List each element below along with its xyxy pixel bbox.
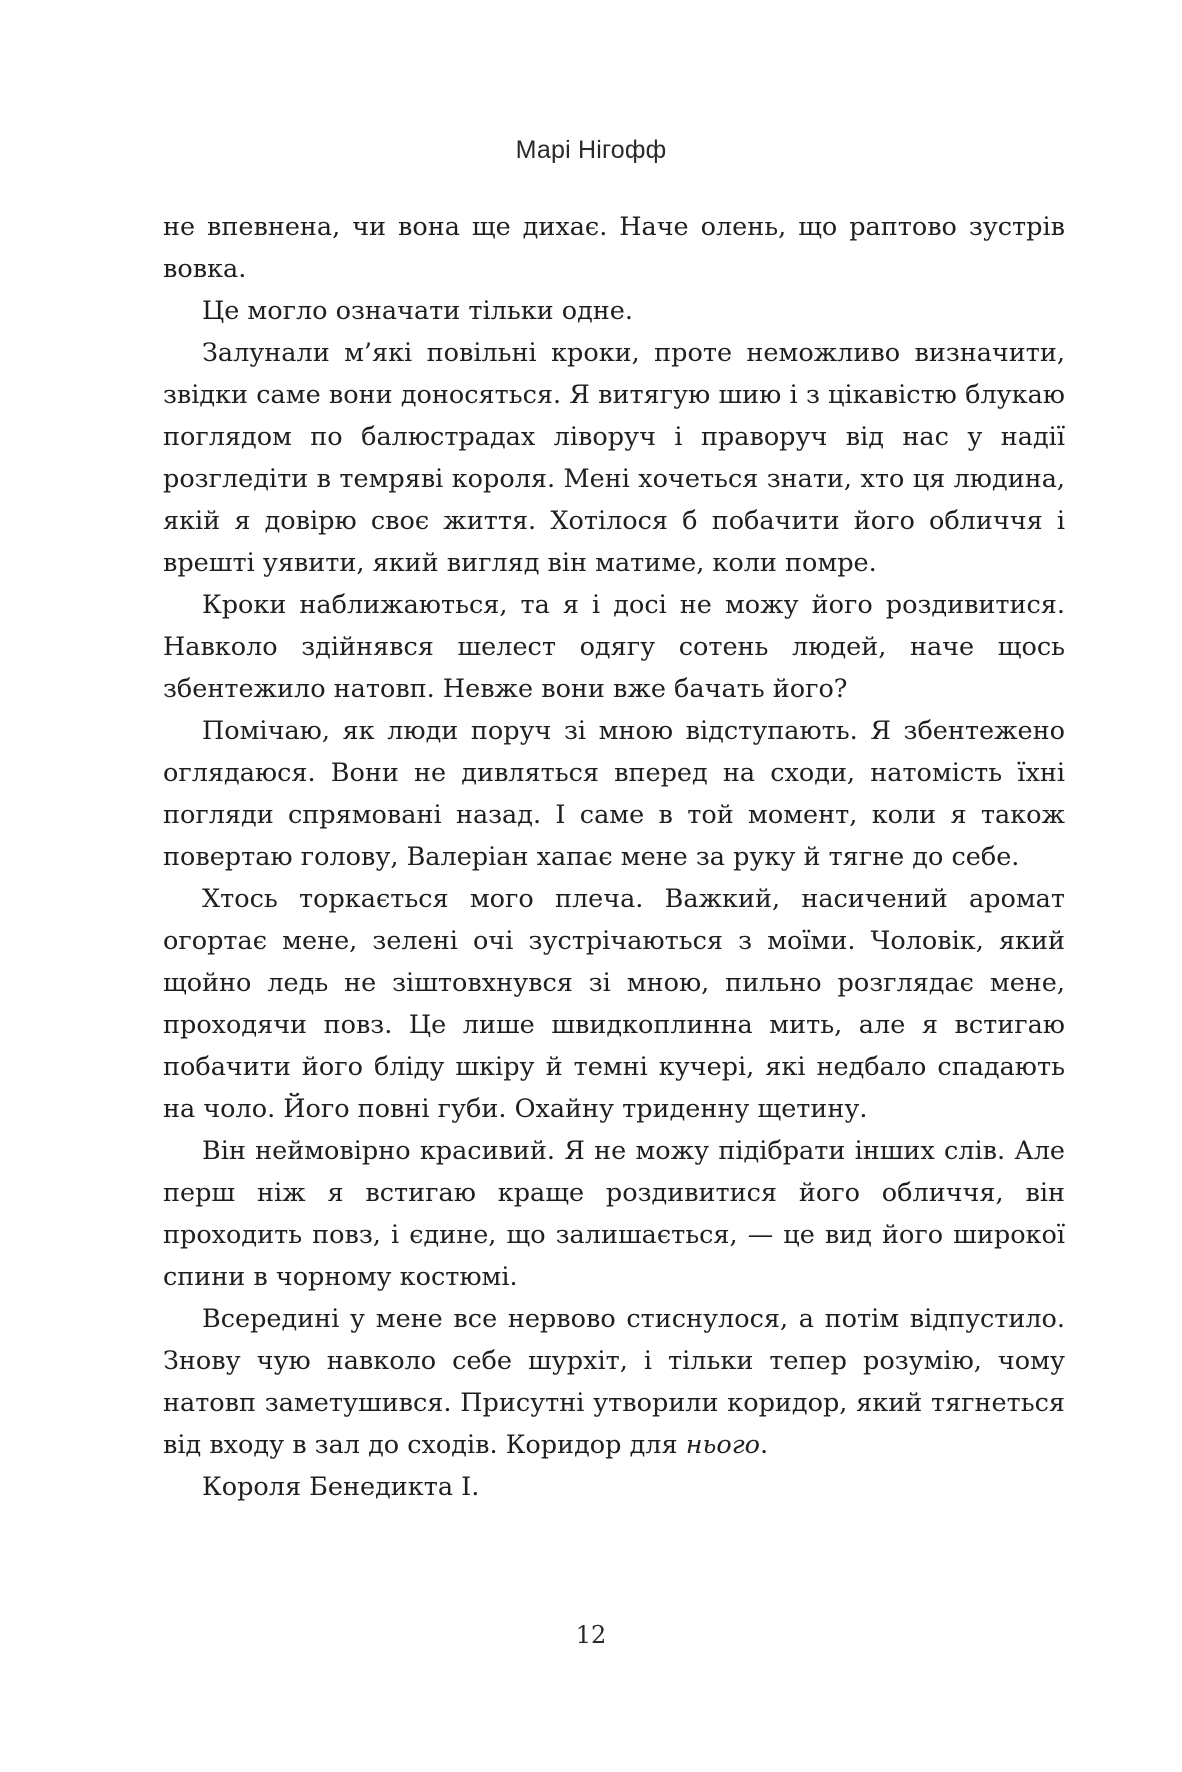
running-head-author: Марі Нігофф [515,136,667,164]
paragraph-8 [163,1298,1065,1466]
paragraph-5: Помічаю, як люди поруч зі мною відступають. Я збентежено оглядаюся. Вони не дивляться вперед на сходи, натомість їхні погляди спрямовані назад. І саме в той момент, коли я також повертаю голову, Валеріан хапає мене за руку й тягне до себе. [163,716,1065,872]
paragraph-8-end: . [759,1430,769,1460]
italic-word: нього [685,1430,760,1460]
paragraph-8-text: Всередині у мене все нервово стиснулося, а потім відпустило. Знову чую навколо себе шурхіт, і тільки тепер розумію, чому натовп заметушився. Присутні утворили коридор, який тягнеться від входу в зал до сходів. Коридор для [163,1304,1065,1460]
page-number: 12 [575,1621,607,1649]
paragraph-6: Хтось торкається мого плеча. Важкий, насичений аромат огортає мене, зелені очі зустрічаються з моїми. Чоловік, який щойно ледь не зіштовхнувся зі мною, пильно розглядає мене, проходячи повз. Це лише швидкоплинна мить, але я встигаю побачити його бліду шкіру й темні кучері, які недбало спадають на чоло. Його повні губи. Охайну триденну щетину. [163,884,1065,1124]
paragraph-3: Залунали м’які повільні кроки, проте неможливо визначити, звідки саме вони доносяться. Я витягую шию і з цікавістю блукаю поглядом по балюстрадах ліворуч і праворуч від нас у надії розгледіти в темряві короля. Мені хочеться знати, хто ця людина, якій я довірю своє життя. Хотілося б побачити його обличчя і врешті уявити, який вигляд він матиме, коли помре. [163,338,1065,578]
paragraph-1: не впевнена, чи вона ще дихає. Наче олень, що раптово зустрів вовка. [163,212,1065,284]
body-text [163,206,1065,1508]
paragraph-2: Це могло означати тільки одне. [202,296,633,326]
paragraph-7: Він неймовірно красивий. Я не можу підібрати інших слів. Але перш ніж я встигаю краще роздивитися його обличчя, він проходить повз, і єдине, що залишається, — це вид його широкої спини в чорному костюмі. [163,1136,1065,1292]
paragraph-4: Кроки наближаються, та я і досі не можу його роздивитися. Навколо здійнявся шелест одягу сотень людей, наче щось збентежило натовп. Невже вони вже бачать його? [163,590,1065,704]
paragraph-9: Короля Бенедикта І. [202,1472,480,1502]
